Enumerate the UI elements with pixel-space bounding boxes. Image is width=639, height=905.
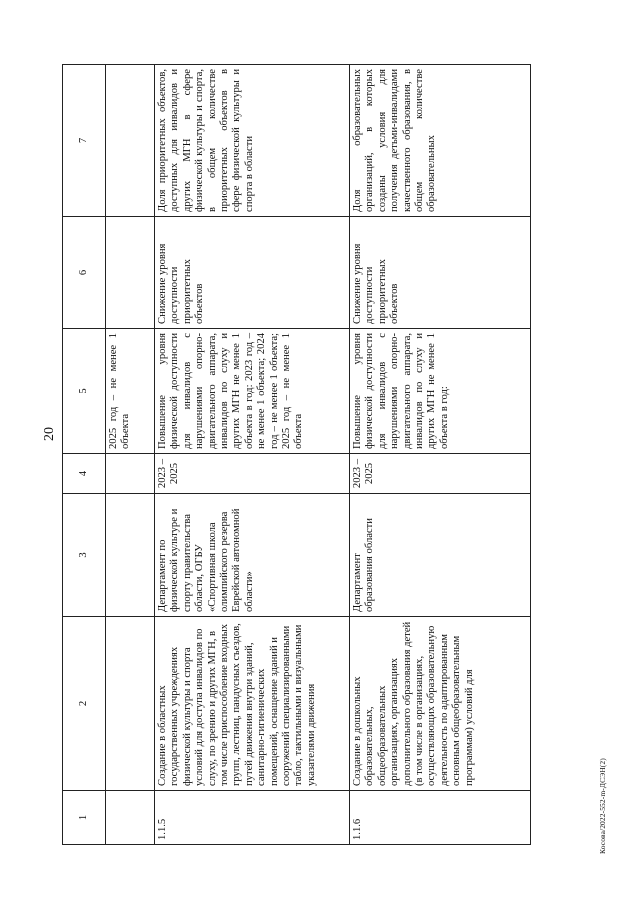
cell-empty bbox=[106, 791, 155, 845]
cell-executor: Департамент по физической культуре и спорту правительства области, ОГБУ «Спортивная школа олимпийского резерва Еврейской автономной области» bbox=[155, 494, 350, 617]
cell-period: 2023 – 2025 bbox=[155, 454, 350, 494]
cell-period: 2023 – 2025 bbox=[350, 454, 531, 494]
rotated-table-container bbox=[62, 65, 522, 845]
table-header-row bbox=[63, 65, 106, 845]
cell-item-number: 1.1.5 bbox=[155, 791, 350, 845]
table-row bbox=[155, 65, 350, 845]
header-cell-2: 2 bbox=[63, 617, 106, 791]
cell-executor: Департамент образования области bbox=[350, 494, 531, 617]
measures-table bbox=[62, 64, 531, 845]
cell-consequence: Снижение уровня доступности приоритетных объектов bbox=[155, 217, 350, 329]
header-cell-4: 4 bbox=[63, 454, 106, 494]
cell-indicator: Доля приоритетных объектов, доступных для инвалидов и других МГН в сфере физической культуры и спорта, в общем количестве приоритетных объектов в сфере физической культуры и спорта в области bbox=[155, 65, 350, 217]
header-cell-3: 3 bbox=[63, 494, 106, 617]
cell-result-continuation: 2025 год – не менее 1 объекта bbox=[106, 329, 155, 454]
cell-empty bbox=[106, 217, 155, 329]
cell-empty bbox=[106, 65, 155, 217]
cell-measure: Создание в областных государственных учреждениях физической культуры и спорта условий для доступа инвалидов по слуху, по зрению и других МГН, в том числе приспособление входных групп, лестниц, пандусных съездов, путей движения внутри зданий, санитарно-гигиенических помещений, оснащение зданий и сооружений специализированными табло, тактильными и визуальными указателями движения bbox=[155, 617, 350, 791]
table-row-continuation bbox=[106, 65, 155, 845]
cell-result: Повышение уровня физической доступности для инвалидов с нарушениями опорно-двигательного аппарата, инвалидов по слуху и других МГН не менее 1 объекта в год: bbox=[350, 329, 531, 454]
cell-measure: Создание в дошкольных образовательных, общеобразовательных организациях, организациях дополнительного образования детей (в том числе в организациях, осуществляющих образовательную деятельность по адаптированным основным общеобразовательным программам) условий для bbox=[350, 617, 531, 791]
cell-result: Повышение уровня физической доступности для инвалидов с нарушениями опорно-двигательного аппарата, инвалидов по слуху и других МГН не менее 1 объекта в год: 2023 год – не менее 1 объекта; 2024 год – не менее 1 объекта; 2025 год – не менее 1 объекта bbox=[155, 329, 350, 454]
page-number: 20 bbox=[42, 427, 57, 441]
cell-empty bbox=[106, 617, 155, 791]
footer-document-code: Косова/2022-552-m-ДСЭН(2) bbox=[598, 758, 607, 854]
cell-item-number: 1.1.6 bbox=[350, 791, 531, 845]
header-cell-1: 1 bbox=[63, 791, 106, 845]
header-cell-7: 7 bbox=[63, 65, 106, 217]
header-cell-5: 5 bbox=[63, 329, 106, 454]
table-row bbox=[350, 65, 531, 845]
header-cell-6: 6 bbox=[63, 217, 106, 329]
cell-consequence: Снижение уровня доступности приоритетных объектов bbox=[350, 217, 531, 329]
cell-empty bbox=[106, 494, 155, 617]
cell-empty bbox=[106, 454, 155, 494]
cell-indicator: Доля образовательных организаций, в которых созданы условия для получения детьми-инвалидами качественного образования, в общем количестве образовательных bbox=[350, 65, 531, 217]
